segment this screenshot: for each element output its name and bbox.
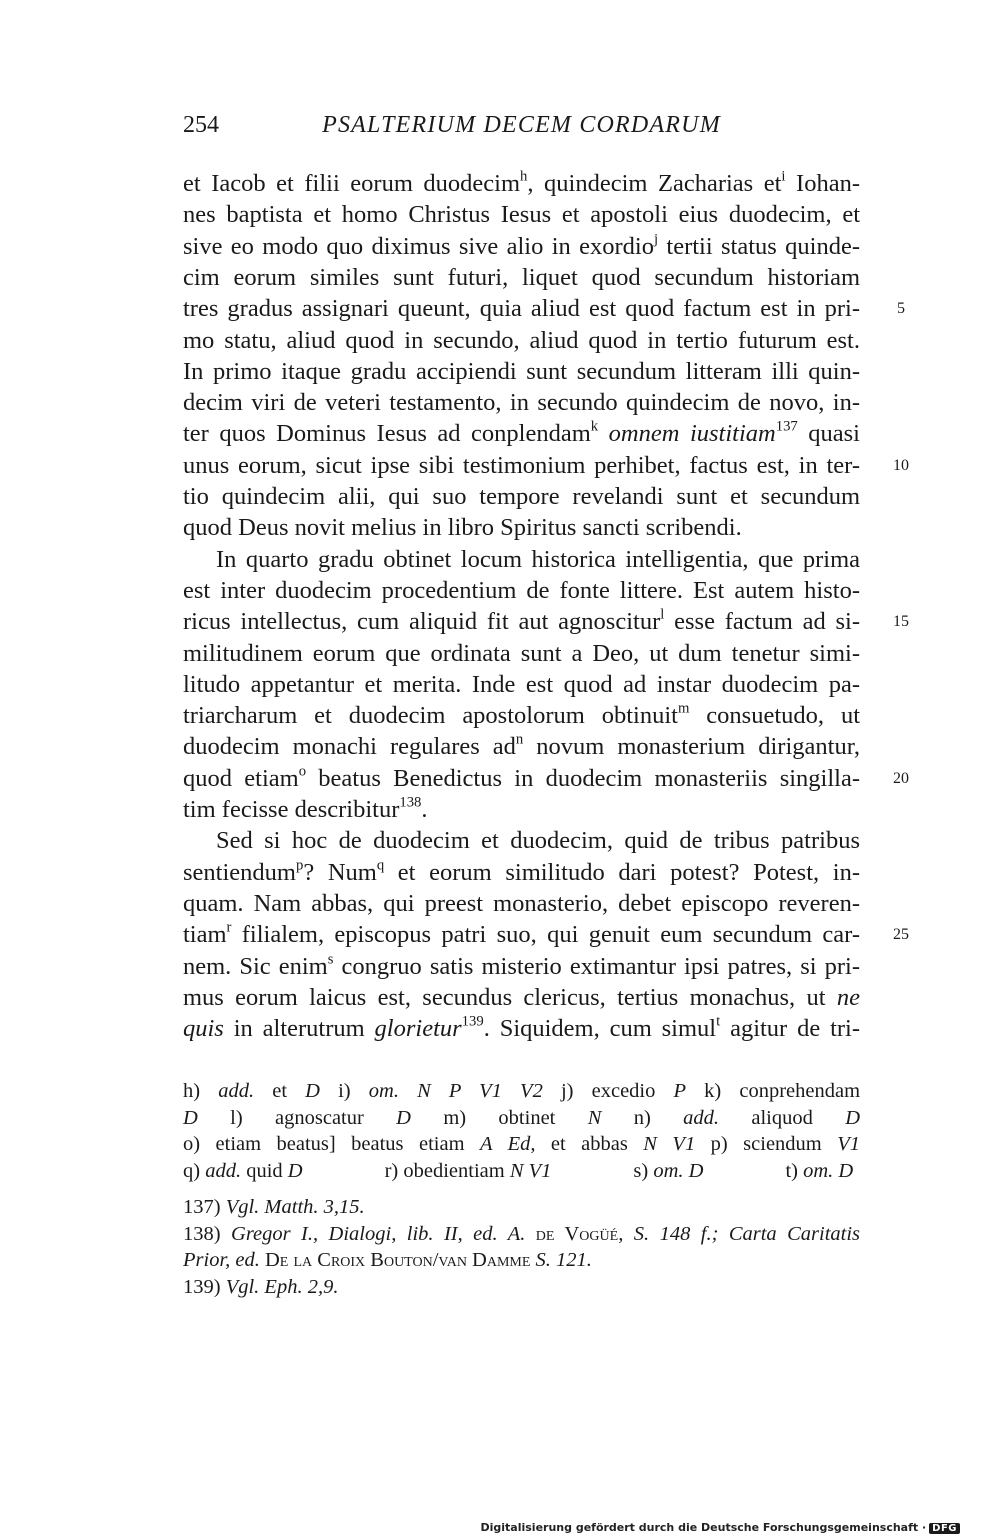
text-run: tim fecisse describitur — [183, 796, 400, 823]
text-line — [183, 575, 860, 606]
variant-entry — [385, 1160, 552, 1182]
text-line — [183, 512, 860, 543]
text-line — [183, 418, 860, 449]
apparatus-line — [183, 1131, 860, 1157]
italic-text: glorietur — [374, 1015, 462, 1043]
credit-text: Digitalisierung gefördert durch die Deutsche Forschungsgemeinschaft · — [480, 1521, 927, 1534]
italic-text: P — [673, 1080, 687, 1102]
text-run: nes baptista et homo Christus Iesus et apostoli eius duodecim, et — [183, 201, 860, 229]
note-marker: m — [677, 700, 690, 717]
italic-text: omnem iustitiam — [608, 420, 776, 448]
italic-text: V1 — [837, 1133, 860, 1155]
italic-text: om. D — [653, 1159, 704, 1182]
text-line — [183, 481, 860, 512]
text-line — [183, 794, 860, 825]
variant-entry — [183, 1107, 198, 1129]
text-run: mo statu, aliud quod in secundo, aliud quod in tertio futurum est. — [183, 326, 860, 354]
text-run: quod etiam — [183, 764, 299, 792]
italic-text: Vgl. Matth. 3,15. — [225, 1196, 365, 1218]
italic-text: S. 121. — [530, 1249, 592, 1271]
note-marker: s — [327, 951, 334, 968]
text-run: . — [421, 796, 428, 823]
text-run: decim viri de veteri testamento, in secundo quindecim de novo, in- — [183, 389, 860, 417]
text-run: ricus intellectus, cum aliquid fit aut agnoscitur — [183, 608, 661, 636]
note-marker: 138 — [399, 794, 422, 811]
note-line — [183, 1247, 860, 1273]
text-run: in alterutrum — [223, 1015, 375, 1043]
variant-entry — [634, 1107, 860, 1129]
variant-entry — [633, 1160, 703, 1182]
text-run: nem. Sic enim — [183, 952, 328, 980]
text-run: 137) — [183, 1196, 226, 1218]
text-run: et eorum similitudo dari potest? Potest, in- — [384, 858, 861, 886]
text-run: mus eorum laicus est, secundus clericus, tertius monachus, ut — [183, 983, 837, 1011]
note-marker: o — [298, 763, 307, 780]
note-marker: j — [653, 231, 659, 248]
text-run: r) obedientiam — [384, 1159, 510, 1182]
text-run: 138) — [183, 1222, 232, 1245]
text-run: ter quos Dominus Iesus ad conplendam — [183, 420, 591, 448]
text-run: quam. Nam abbas, qui preest monasterio, debet episcopo reveren- — [183, 889, 860, 917]
text-run: 139) — [183, 1275, 226, 1298]
text-line — [183, 606, 860, 637]
italic-text: N V1 — [509, 1159, 552, 1182]
dfg-logo: DFG — [929, 1523, 960, 1534]
text-line — [183, 450, 860, 481]
text-run: triarcharum et duodecim apostolorum obtinuit — [183, 702, 678, 730]
note-marker: t — [716, 1013, 721, 1030]
text-run: et abbas — [535, 1133, 644, 1155]
text-line — [183, 951, 860, 982]
text-line — [183, 700, 860, 731]
italic-text: N — [587, 1106, 602, 1129]
line-number: 5 — [897, 300, 905, 318]
text-run: agitur de tri- — [720, 1015, 860, 1043]
digitization-credit — [480, 1521, 960, 1534]
text-line — [183, 763, 860, 794]
note-marker: h — [520, 168, 528, 185]
text-run: sive eo modo quo diximus sive alio in exordio — [183, 232, 654, 260]
text-run: unus eorum, sicut ipse sibi testimonium perhibet, factus est, in ter- — [183, 451, 860, 479]
text-run: aliquod — [719, 1106, 846, 1129]
text-run: est inter duodecim procedentium de fonte littere. Est autem histo- — [183, 576, 860, 604]
text-run: quasi — [797, 420, 860, 448]
text-line — [183, 888, 860, 919]
variant-entry — [230, 1107, 411, 1129]
text-line — [183, 544, 860, 575]
page-header — [183, 112, 860, 146]
italic-text: Gregor I., Dialogi, lib. II, ed. A. — [231, 1222, 536, 1245]
italic-text: , S. 148 f.; Carta Caritatis — [618, 1222, 861, 1245]
variant-entry — [183, 1080, 320, 1102]
text-run: k) conprehendam — [704, 1080, 861, 1102]
variant-entry — [338, 1080, 543, 1102]
author-name: De la Croix Bouton/van Damme — [265, 1249, 531, 1271]
text-run: q) — [183, 1159, 206, 1182]
apparatus-line — [183, 1105, 860, 1131]
text-run: p) sciendum — [710, 1133, 838, 1155]
italic-text: ne — [836, 983, 860, 1011]
italic-text: add. — [205, 1159, 242, 1182]
line-number: 25 — [893, 926, 909, 944]
text-line — [183, 638, 860, 669]
text-line — [183, 731, 860, 762]
text-line — [183, 168, 860, 199]
text-line — [183, 669, 860, 700]
text-run: ? Num — [303, 858, 377, 886]
text-run: t) — [785, 1159, 804, 1182]
text-run: tio quindecim alii, qui suo tempore revelandi sunt et secundum — [183, 483, 860, 510]
text-run: quod Deus novit melius in libro Spiritus sancti scribendi. — [183, 514, 742, 542]
text-run: l) agnoscatur — [230, 1106, 397, 1129]
text-run: o) etiam beatus] beatus etiam — [183, 1133, 480, 1155]
text-line — [183, 231, 860, 262]
variant-entry — [183, 1160, 303, 1182]
text-run: filialem, episcopus patri suo, qui genuit eum secundum car- — [231, 921, 860, 949]
text-run: tres gradus assignari queunt, quia aliud est quod factum est in pri- — [183, 295, 860, 323]
text-run: novum monasterium dirigantur, — [523, 733, 860, 761]
note-line — [183, 1194, 860, 1220]
text-run: sentiendum — [183, 858, 296, 886]
note-line — [183, 1274, 860, 1300]
text-run: m) obtinet — [443, 1106, 588, 1129]
text-line — [183, 325, 860, 356]
text-run: Sed si hoc de duodecim et duodecim, quid de tribus patribus — [216, 827, 860, 855]
text-run: j) excedio — [560, 1080, 674, 1102]
italic-text: D — [287, 1159, 303, 1182]
text-run: esse factum ad si- — [664, 608, 860, 636]
variant-entry — [561, 1080, 686, 1102]
variant-entry — [785, 1160, 853, 1182]
line-number: 20 — [893, 769, 909, 787]
text-run: militudinem eorum que ordinata sunt a Deo, ut dum tenetur simi- — [183, 639, 860, 667]
text-run: s) — [633, 1159, 654, 1182]
running-title: PSALTERIUM DECEM CORDARUM — [322, 112, 721, 138]
note-marker: r — [226, 919, 232, 936]
italic-text: A Ed, — [479, 1133, 536, 1155]
text-run: n) — [633, 1106, 684, 1129]
text-run: tertii status quinde- — [658, 232, 860, 260]
italic-text: Prior, ed. — [183, 1249, 265, 1271]
text-run: et — [254, 1080, 306, 1102]
text-run: Iohan- — [785, 170, 860, 197]
variant-entry — [183, 1133, 695, 1155]
text-run: litudo appetantur et merita. Inde est quod ad instar duodecim pa- — [183, 670, 860, 698]
note-marker: k — [590, 419, 599, 436]
italic-text: om. N P V1 V2 — [368, 1080, 543, 1102]
note-marker: q — [376, 857, 385, 874]
text-run: et Iacob et filii eorum duodecim — [183, 170, 521, 197]
text-run — [598, 420, 609, 447]
variant-entry — [443, 1107, 601, 1129]
page-number: 254 — [183, 112, 219, 138]
text-run: h) — [183, 1080, 219, 1102]
text-line — [183, 1013, 860, 1044]
text-line — [183, 982, 860, 1013]
text-run: cim eorum similes sunt futuri, liquet quod secundum historiam — [183, 263, 860, 291]
text-run: . Siquidem, cum simul — [483, 1015, 717, 1043]
text-line — [183, 857, 860, 888]
variant-entry — [711, 1133, 860, 1155]
text-line — [183, 293, 860, 324]
text-run: duodecim monachi regulares ad — [183, 733, 516, 761]
italic-text: D — [183, 1106, 198, 1129]
author-name: de Vogüé — [535, 1222, 619, 1245]
note-line — [183, 1221, 860, 1247]
text-run: beatus Benedictus in duodecim monasteriis singilla- — [306, 764, 860, 792]
note-marker: i — [781, 168, 786, 185]
text-run: congruo satis misterio extimantur ipsi patres, si pri- — [333, 952, 860, 980]
text-run: In quarto gradu obtinet locum historica intelligentia, que prima — [216, 545, 860, 573]
text-line — [183, 387, 860, 418]
note-marker: p — [295, 857, 304, 874]
text-run: consuetudo, ut — [689, 702, 860, 730]
text-run: tiam — [183, 921, 227, 949]
text-line — [183, 919, 860, 950]
note-marker: l — [660, 606, 665, 623]
italic-text: add. — [218, 1080, 255, 1102]
text-line — [183, 199, 860, 230]
text-run: In primo itaque gradu accipiendi sunt secundum litteram illi quin- — [183, 357, 860, 385]
italic-text: add. — [683, 1106, 720, 1129]
text-run: quid — [241, 1159, 288, 1182]
italic-text: N V1 — [643, 1133, 696, 1155]
text-line — [183, 262, 860, 293]
italic-text: quis — [183, 1015, 224, 1043]
note-marker: n — [515, 732, 524, 749]
note-marker: 139 — [461, 1013, 484, 1030]
note-marker: 137 — [775, 419, 798, 436]
text-run: , quindecim Zacharias et — [527, 170, 782, 197]
text-run: i) — [338, 1080, 369, 1102]
italic-text: Vgl. Eph. 2,9. — [225, 1275, 339, 1298]
italic-text: D — [305, 1080, 320, 1102]
variant-entry — [704, 1080, 860, 1102]
apparatus-line — [183, 1158, 860, 1184]
line-number: 10 — [893, 456, 909, 474]
text-line — [183, 825, 860, 856]
italic-text: D — [845, 1106, 861, 1129]
italic-text: D — [396, 1106, 411, 1129]
italic-text: om. D — [803, 1159, 854, 1182]
apparatus-line — [183, 1078, 860, 1104]
text-line — [183, 356, 860, 387]
line-number: 15 — [893, 613, 909, 631]
